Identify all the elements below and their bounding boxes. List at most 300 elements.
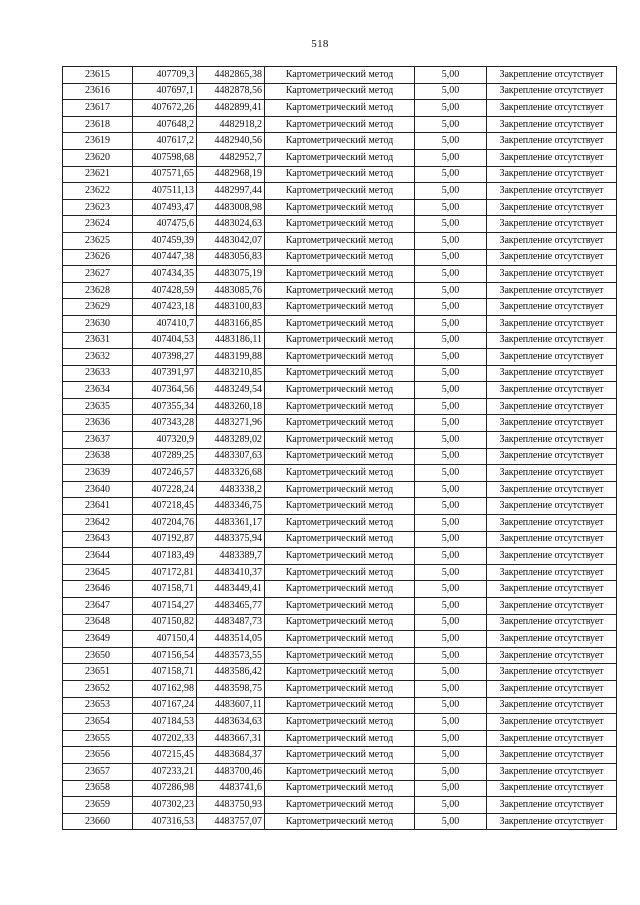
y-coordinate-cell: 4483684,37 [197,747,265,764]
table-row [63,747,617,764]
accuracy-cell: 5,00 [415,498,487,515]
method-cell: Картометрический метод [265,216,415,233]
x-coordinate-cell: 407511,13 [133,183,197,200]
x-coordinate-cell: 407571,65 [133,166,197,183]
x-coordinate-cell: 407154,27 [133,598,197,615]
table-row [63,365,617,382]
y-coordinate-cell: 4483100,83 [197,299,265,316]
y-coordinate-cell: 4483410,37 [197,564,265,581]
table-row [63,100,617,117]
accuracy-cell: 5,00 [415,382,487,399]
table-row [63,780,617,797]
method-cell: Картометрический метод [265,481,415,498]
table-row [63,232,617,249]
x-coordinate-cell: 407150,4 [133,631,197,648]
y-coordinate-cell: 4483586,42 [197,664,265,681]
fixing-description-cell: Закрепление отсутствует [487,780,617,797]
point-number-cell: 23654 [63,714,133,731]
accuracy-cell: 5,00 [415,747,487,764]
point-number-cell: 23635 [63,398,133,415]
method-cell: Картометрический метод [265,564,415,581]
x-coordinate-cell: 407183,49 [133,548,197,565]
table-row [63,697,617,714]
fixing-description-cell: Закрепление отсутствует [487,664,617,681]
point-number-cell: 23616 [63,83,133,100]
accuracy-cell: 5,00 [415,481,487,498]
fixing-description-cell: Закрепление отсутствует [487,349,617,366]
accuracy-cell: 5,00 [415,282,487,299]
accuracy-cell: 5,00 [415,116,487,133]
fixing-description-cell: Закрепление отсутствует [487,813,617,830]
accuracy-cell: 5,00 [415,598,487,615]
table-row [63,531,617,548]
fixing-description-cell: Закрепление отсутствует [487,315,617,332]
point-number-cell: 23619 [63,133,133,150]
accuracy-cell: 5,00 [415,365,487,382]
accuracy-cell: 5,00 [415,216,487,233]
accuracy-cell: 5,00 [415,697,487,714]
y-coordinate-cell: 4483338,2 [197,481,265,498]
method-cell: Картометрический метод [265,714,415,731]
point-number-cell: 23615 [63,67,133,84]
point-number-cell: 23633 [63,365,133,382]
accuracy-cell: 5,00 [415,183,487,200]
method-cell: Картометрический метод [265,448,415,465]
accuracy-cell: 5,00 [415,100,487,117]
accuracy-cell: 5,00 [415,349,487,366]
point-number-cell: 23646 [63,581,133,598]
table-row [63,680,617,697]
method-cell: Картометрический метод [265,797,415,814]
method-cell: Картометрический метод [265,498,415,515]
accuracy-cell: 5,00 [415,398,487,415]
x-coordinate-cell: 407343,28 [133,415,197,432]
x-coordinate-cell: 407355,34 [133,398,197,415]
method-cell: Картометрический метод [265,763,415,780]
fixing-description-cell: Закрепление отсутствует [487,266,617,283]
method-cell: Картометрический метод [265,697,415,714]
table-row [63,432,617,449]
x-coordinate-cell: 407150,82 [133,614,197,631]
point-number-cell: 23649 [63,631,133,648]
point-number-cell: 23626 [63,249,133,266]
point-number-cell: 23637 [63,432,133,449]
point-number-cell: 23627 [63,266,133,283]
method-cell: Картометрический метод [265,149,415,166]
x-coordinate-cell: 407493,47 [133,199,197,216]
fixing-description-cell: Закрепление отсутствует [487,365,617,382]
accuracy-cell: 5,00 [415,83,487,100]
accuracy-cell: 5,00 [415,67,487,84]
y-coordinate-cell: 4483573,55 [197,647,265,664]
method-cell: Картометрический метод [265,365,415,382]
x-coordinate-cell: 407475,6 [133,216,197,233]
fixing-description-cell: Закрепление отсутствует [487,116,617,133]
x-coordinate-cell: 407410,7 [133,315,197,332]
fixing-description-cell: Закрепление отсутствует [487,415,617,432]
point-number-cell: 23620 [63,149,133,166]
point-number-cell: 23640 [63,481,133,498]
method-cell: Картометрический метод [265,332,415,349]
fixing-description-cell: Закрепление отсутствует [487,548,617,565]
accuracy-cell: 5,00 [415,249,487,266]
point-number-cell: 23631 [63,332,133,349]
fixing-description-cell: Закрепление отсутствует [487,67,617,84]
method-cell: Картометрический метод [265,647,415,664]
y-coordinate-cell: 4483667,31 [197,730,265,747]
y-coordinate-cell: 4483075,19 [197,266,265,283]
y-coordinate-cell: 4482899,41 [197,100,265,117]
y-coordinate-cell: 4483757,07 [197,813,265,830]
y-coordinate-cell: 4483166,85 [197,315,265,332]
method-cell: Картометрический метод [265,465,415,482]
accuracy-cell: 5,00 [415,531,487,548]
accuracy-cell: 5,00 [415,730,487,747]
method-cell: Картометрический метод [265,664,415,681]
x-coordinate-cell: 407156,54 [133,647,197,664]
accuracy-cell: 5,00 [415,714,487,731]
fixing-description-cell: Закрепление отсутствует [487,614,617,631]
accuracy-cell: 5,00 [415,515,487,532]
y-coordinate-cell: 4483085,76 [197,282,265,299]
y-coordinate-cell: 4482918,2 [197,116,265,133]
method-cell: Картометрический метод [265,747,415,764]
point-number-cell: 23625 [63,232,133,249]
fixing-description-cell: Закрепление отсутствует [487,332,617,349]
table-row [63,398,617,415]
accuracy-cell: 5,00 [415,299,487,316]
method-cell: Картометрический метод [265,232,415,249]
fixing-description-cell: Закрепление отсутствует [487,730,617,747]
table-row [63,515,617,532]
accuracy-cell: 5,00 [415,631,487,648]
method-cell: Картометрический метод [265,199,415,216]
fixing-description-cell: Закрепление отсутствует [487,133,617,150]
y-coordinate-cell: 4483024,63 [197,216,265,233]
coordinates-table [62,66,617,830]
fixing-description-cell: Закрепление отсутствует [487,697,617,714]
accuracy-cell: 5,00 [415,266,487,283]
y-coordinate-cell: 4483634,63 [197,714,265,731]
table-row [63,83,617,100]
x-coordinate-cell: 407320,9 [133,432,197,449]
fixing-description-cell: Закрепление отсутствует [487,382,617,399]
point-number-cell: 23623 [63,199,133,216]
y-coordinate-cell: 4482968,19 [197,166,265,183]
table-row [63,581,617,598]
fixing-description-cell: Закрепление отсутствует [487,100,617,117]
y-coordinate-cell: 4483607,11 [197,697,265,714]
table-row [63,349,617,366]
fixing-description-cell: Закрепление отсутствует [487,647,617,664]
point-number-cell: 23638 [63,448,133,465]
method-cell: Картометрический метод [265,116,415,133]
accuracy-cell: 5,00 [415,149,487,166]
table-row [63,133,617,150]
method-cell: Картометрический метод [265,83,415,100]
y-coordinate-cell: 4483271,96 [197,415,265,432]
y-coordinate-cell: 4483750,93 [197,797,265,814]
y-coordinate-cell: 4483700,46 [197,763,265,780]
fixing-description-cell: Закрепление отсутствует [487,631,617,648]
accuracy-cell: 5,00 [415,166,487,183]
fixing-description-cell: Закрепление отсутствует [487,714,617,731]
method-cell: Картометрический метод [265,166,415,183]
method-cell: Картометрический метод [265,249,415,266]
table-row [63,166,617,183]
point-number-cell: 23658 [63,780,133,797]
fixing-description-cell: Закрепление отсутствует [487,531,617,548]
method-cell: Картометрический метод [265,730,415,747]
y-coordinate-cell: 4483361,17 [197,515,265,532]
table-row [63,282,617,299]
x-coordinate-cell: 407391,97 [133,365,197,382]
point-number-cell: 23621 [63,166,133,183]
table-row [63,149,617,166]
y-coordinate-cell: 4483199,88 [197,349,265,366]
y-coordinate-cell: 4483514,05 [197,631,265,648]
table-row [63,183,617,200]
fixing-description-cell: Закрепление отсутствует [487,498,617,515]
x-coordinate-cell: 407184,53 [133,714,197,731]
method-cell: Картометрический метод [265,598,415,615]
y-coordinate-cell: 4482952,7 [197,149,265,166]
accuracy-cell: 5,00 [415,432,487,449]
x-coordinate-cell: 407158,71 [133,581,197,598]
table-row [63,415,617,432]
fixing-description-cell: Закрепление отсутствует [487,216,617,233]
method-cell: Картометрический метод [265,315,415,332]
accuracy-cell: 5,00 [415,813,487,830]
accuracy-cell: 5,00 [415,614,487,631]
point-number-cell: 23641 [63,498,133,515]
fixing-description-cell: Закрепление отсутствует [487,166,617,183]
x-coordinate-cell: 407316,53 [133,813,197,830]
x-coordinate-cell: 407459,39 [133,232,197,249]
point-number-cell: 23628 [63,282,133,299]
table-row [63,714,617,731]
accuracy-cell: 5,00 [415,763,487,780]
x-coordinate-cell: 407617,2 [133,133,197,150]
y-coordinate-cell: 4482878,56 [197,83,265,100]
table-row [63,631,617,648]
method-cell: Картометрический метод [265,282,415,299]
table-row [63,448,617,465]
point-number-cell: 23651 [63,664,133,681]
point-number-cell: 23618 [63,116,133,133]
y-coordinate-cell: 4483056,83 [197,249,265,266]
x-coordinate-cell: 407218,45 [133,498,197,515]
fixing-description-cell: Закрепление отсутствует [487,432,617,449]
method-cell: Картометрический метод [265,415,415,432]
x-coordinate-cell: 407434,35 [133,266,197,283]
method-cell: Картометрический метод [265,548,415,565]
accuracy-cell: 5,00 [415,332,487,349]
method-cell: Картометрический метод [265,780,415,797]
table-row [63,332,617,349]
fixing-description-cell: Закрепление отсутствует [487,763,617,780]
x-coordinate-cell: 407204,76 [133,515,197,532]
point-number-cell: 23643 [63,531,133,548]
y-coordinate-cell: 4483375,94 [197,531,265,548]
point-number-cell: 23647 [63,598,133,615]
fixing-description-cell: Закрепление отсутствует [487,199,617,216]
method-cell: Картометрический метод [265,432,415,449]
x-coordinate-cell: 407428,59 [133,282,197,299]
table-row [63,216,617,233]
method-cell: Картометрический метод [265,183,415,200]
y-coordinate-cell: 4483289,02 [197,432,265,449]
y-coordinate-cell: 4483389,7 [197,548,265,565]
point-number-cell: 23622 [63,183,133,200]
point-number-cell: 23652 [63,680,133,697]
x-coordinate-cell: 407672,26 [133,100,197,117]
x-coordinate-cell: 407423,18 [133,299,197,316]
point-number-cell: 23629 [63,299,133,316]
fixing-description-cell: Закрепление отсутствует [487,515,617,532]
accuracy-cell: 5,00 [415,647,487,664]
x-coordinate-cell: 407162,98 [133,680,197,697]
method-cell: Картометрический метод [265,515,415,532]
method-cell: Картометрический метод [265,398,415,415]
y-coordinate-cell: 4483249,54 [197,382,265,399]
table-row [63,598,617,615]
point-number-cell: 23632 [63,349,133,366]
accuracy-cell: 5,00 [415,564,487,581]
y-coordinate-cell: 4483449,41 [197,581,265,598]
fixing-description-cell: Закрепление отсутствует [487,680,617,697]
method-cell: Картометрический метод [265,680,415,697]
x-coordinate-cell: 407215,45 [133,747,197,764]
accuracy-cell: 5,00 [415,797,487,814]
method-cell: Картометрический метод [265,581,415,598]
fixing-description-cell: Закрепление отсутствует [487,564,617,581]
fixing-description-cell: Закрепление отсутствует [487,465,617,482]
y-coordinate-cell: 4483008,98 [197,199,265,216]
point-number-cell: 23659 [63,797,133,814]
fixing-description-cell: Закрепление отсутствует [487,448,617,465]
point-number-cell: 23645 [63,564,133,581]
y-coordinate-cell: 4483210,85 [197,365,265,382]
x-coordinate-cell: 407364,56 [133,382,197,399]
point-number-cell: 23636 [63,415,133,432]
y-coordinate-cell: 4483487,73 [197,614,265,631]
y-coordinate-cell: 4483465,77 [197,598,265,615]
table-row [63,299,617,316]
x-coordinate-cell: 407398,27 [133,349,197,366]
method-cell: Картометрический метод [265,266,415,283]
y-coordinate-cell: 4482865,38 [197,67,265,84]
y-coordinate-cell: 4483741,6 [197,780,265,797]
fixing-description-cell: Закрепление отсутствует [487,149,617,166]
point-number-cell: 23650 [63,647,133,664]
x-coordinate-cell: 407447,38 [133,249,197,266]
method-cell: Картометрический метод [265,631,415,648]
accuracy-cell: 5,00 [415,133,487,150]
fixing-description-cell: Закрепление отсутствует [487,598,617,615]
accuracy-cell: 5,00 [415,780,487,797]
fixing-description-cell: Закрепление отсутствует [487,747,617,764]
point-number-cell: 23617 [63,100,133,117]
x-coordinate-cell: 407233,21 [133,763,197,780]
point-number-cell: 23648 [63,614,133,631]
point-number-cell: 23630 [63,315,133,332]
y-coordinate-cell: 4483598,75 [197,680,265,697]
method-cell: Картометрический метод [265,67,415,84]
point-number-cell: 23657 [63,763,133,780]
page-number: 518 [311,38,329,50]
x-coordinate-cell: 407246,57 [133,465,197,482]
point-number-cell: 23639 [63,465,133,482]
point-number-cell: 23634 [63,382,133,399]
x-coordinate-cell: 407697,1 [133,83,197,100]
x-coordinate-cell: 407228,24 [133,481,197,498]
method-cell: Картометрический метод [265,382,415,399]
table-row [63,315,617,332]
accuracy-cell: 5,00 [415,581,487,598]
x-coordinate-cell: 407648,2 [133,116,197,133]
point-number-cell: 23655 [63,730,133,747]
accuracy-cell: 5,00 [415,199,487,216]
table-row [63,498,617,515]
accuracy-cell: 5,00 [415,415,487,432]
method-cell: Картометрический метод [265,349,415,366]
table-row [63,564,617,581]
accuracy-cell: 5,00 [415,548,487,565]
fixing-description-cell: Закрепление отсутствует [487,282,617,299]
table-row [63,647,617,664]
accuracy-cell: 5,00 [415,680,487,697]
method-cell: Картометрический метод [265,299,415,316]
point-number-cell: 23624 [63,216,133,233]
x-coordinate-cell: 407192,87 [133,531,197,548]
method-cell: Картометрический метод [265,813,415,830]
method-cell: Картометрический метод [265,133,415,150]
accuracy-cell: 5,00 [415,232,487,249]
point-number-cell: 23642 [63,515,133,532]
table-row [63,664,617,681]
x-coordinate-cell: 407172,81 [133,564,197,581]
y-coordinate-cell: 4482997,44 [197,183,265,200]
x-coordinate-cell: 407202,33 [133,730,197,747]
accuracy-cell: 5,00 [415,315,487,332]
accuracy-cell: 5,00 [415,465,487,482]
table-row [63,382,617,399]
x-coordinate-cell: 407167,24 [133,697,197,714]
x-coordinate-cell: 407404,53 [133,332,197,349]
accuracy-cell: 5,00 [415,448,487,465]
table-row [63,797,617,814]
x-coordinate-cell: 407286,98 [133,780,197,797]
x-coordinate-cell: 407598,68 [133,149,197,166]
fixing-description-cell: Закрепление отсутствует [487,249,617,266]
table-row [63,199,617,216]
table-row [63,465,617,482]
table-row [63,249,617,266]
x-coordinate-cell: 407158,71 [133,664,197,681]
y-coordinate-cell: 4483260,18 [197,398,265,415]
fixing-description-cell: Закрепление отсутствует [487,183,617,200]
method-cell: Картометрический метод [265,100,415,117]
table-row [63,614,617,631]
y-coordinate-cell: 4483346,75 [197,498,265,515]
fixing-description-cell: Закрепление отсутствует [487,299,617,316]
method-cell: Картометрический метод [265,614,415,631]
method-cell: Картометрический метод [265,531,415,548]
fixing-description-cell: Закрепление отсутствует [487,481,617,498]
fixing-description-cell: Закрепление отсутствует [487,232,617,249]
y-coordinate-cell: 4482940,56 [197,133,265,150]
